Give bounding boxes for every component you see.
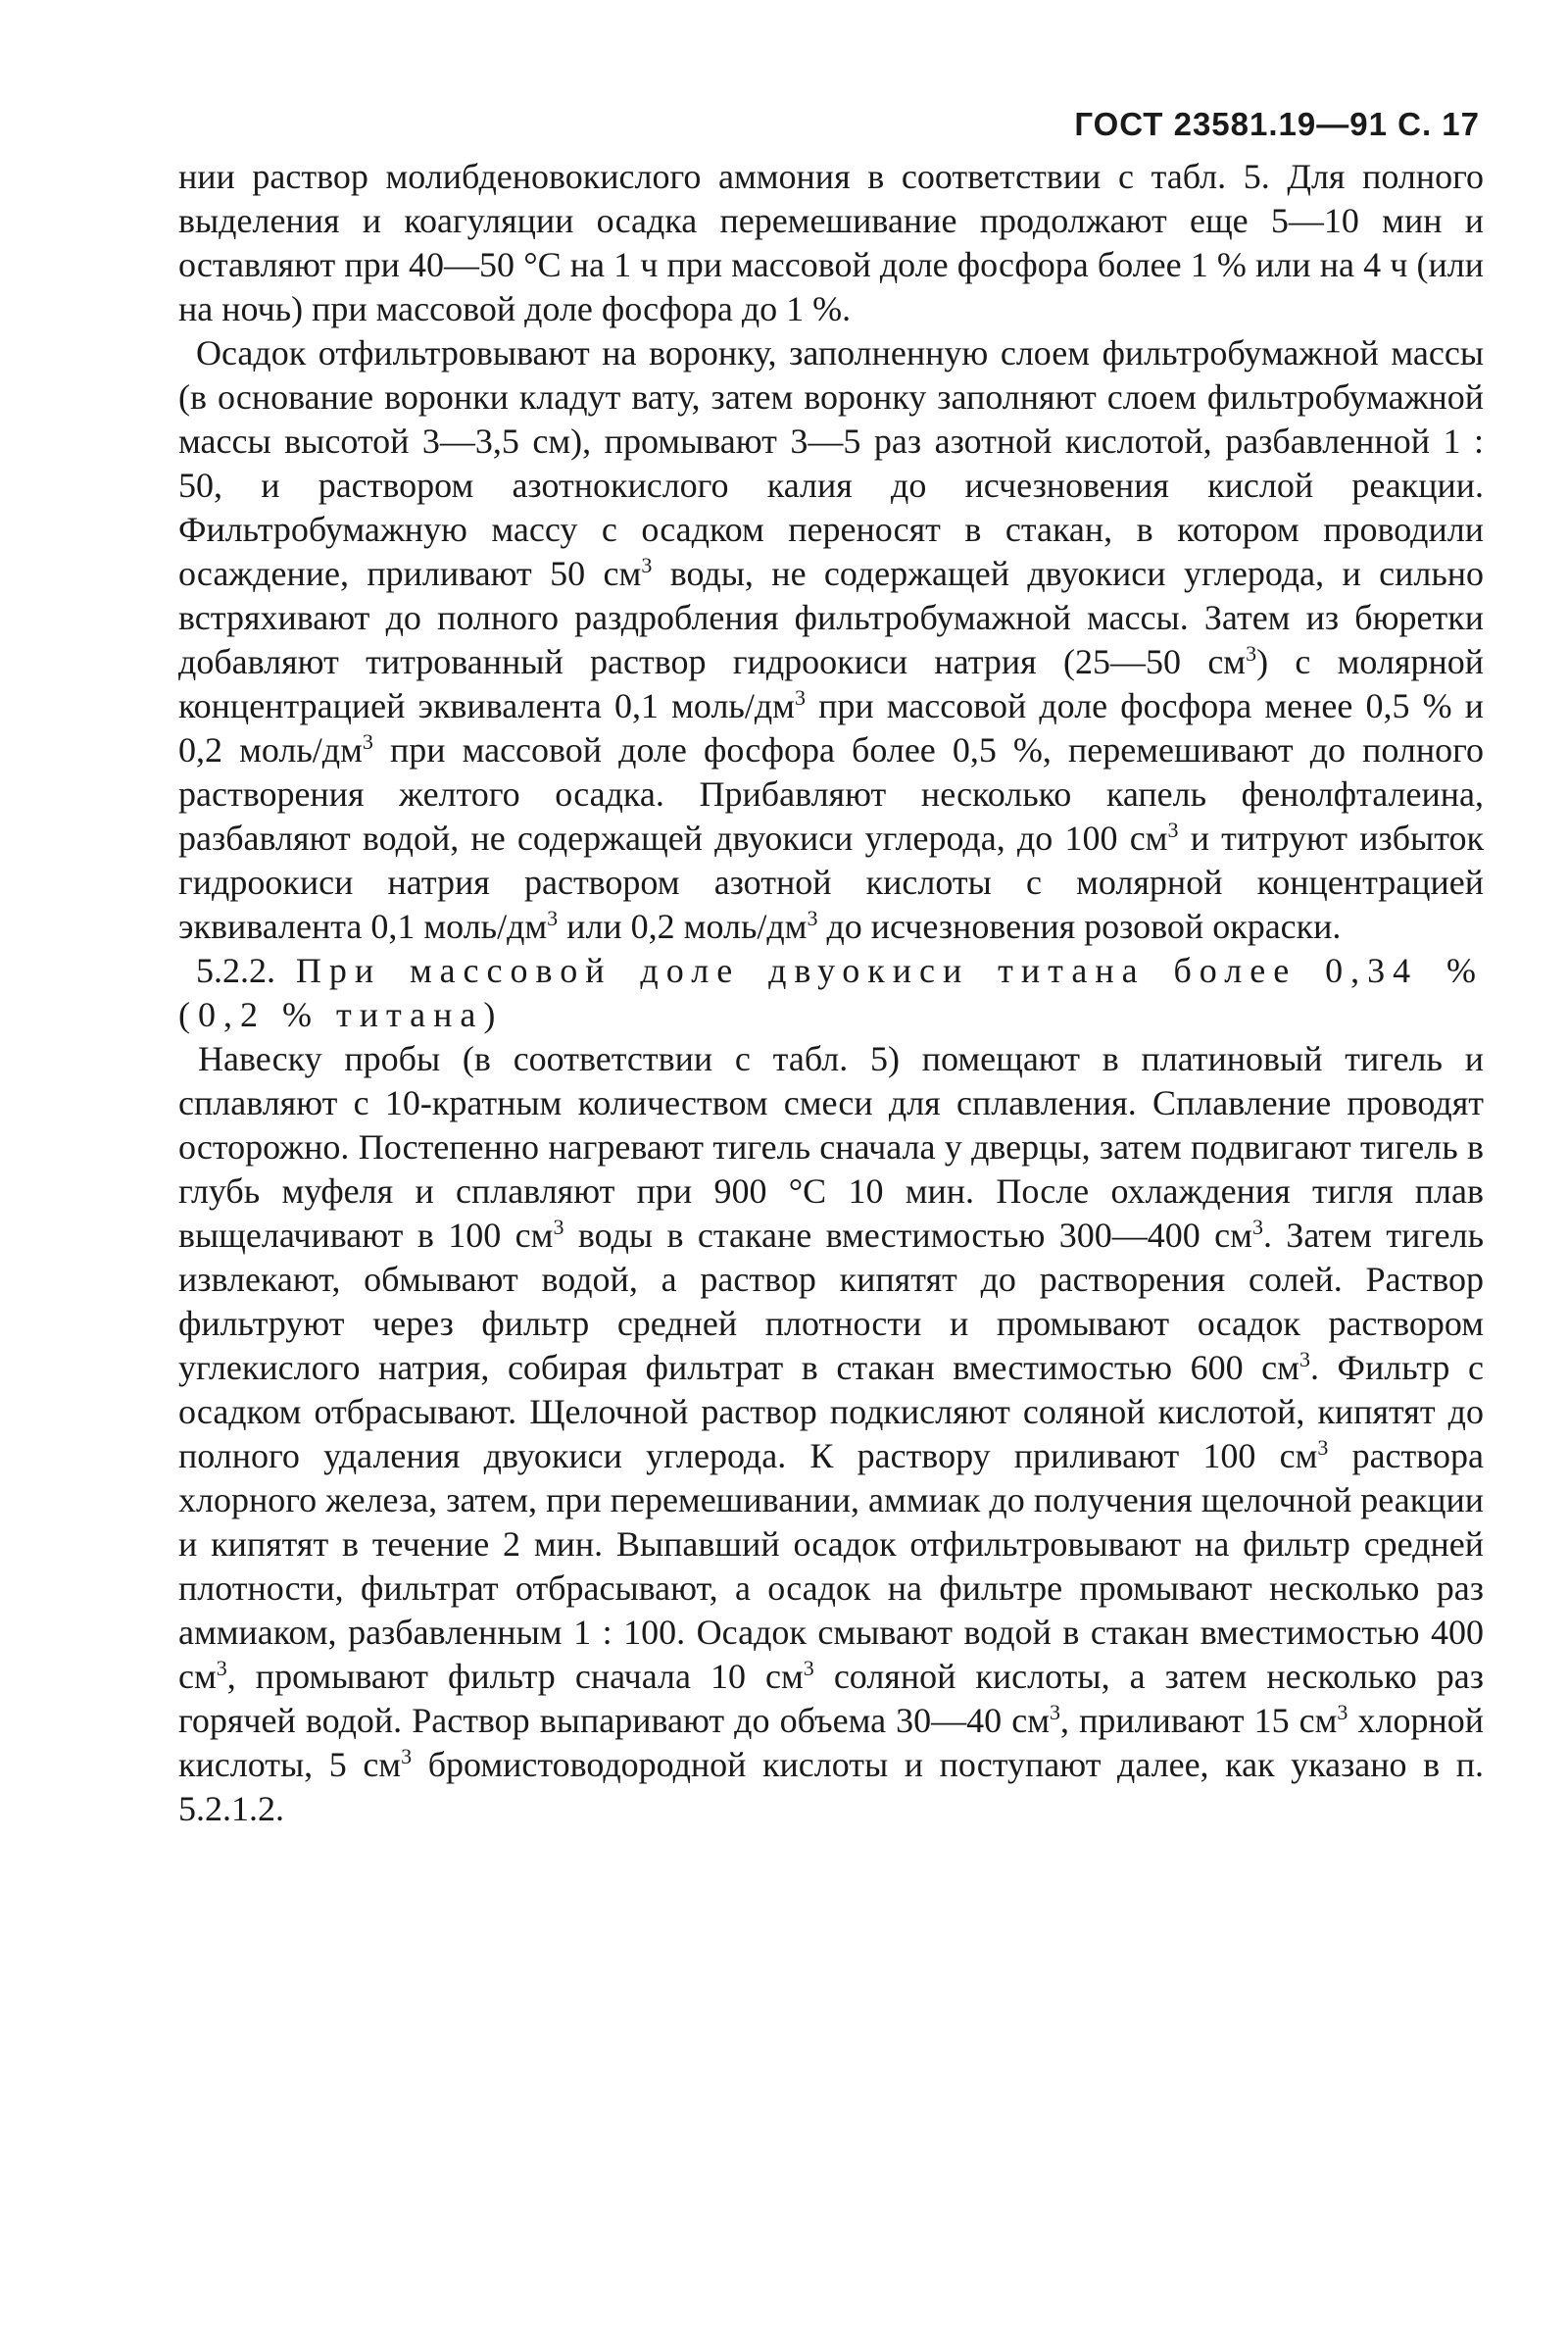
text-run: и титруют избыток гидроокиси натрия раствором азотной кислоты с молярной концентрацией эквивалента 0,1 моль/дм: [178, 819, 1484, 946]
text-run: . Фильтр с осадком отбрасывают. Щелочной раствор подкисляют соляной кислотой, кипятят до полного удаления двуокиси углерода. К раствору приливают 100 см: [178, 1348, 1485, 1475]
document-body: [178, 155, 1484, 1831]
text-run: или 0,2 моль/дм: [558, 907, 808, 946]
text-run: Осадок отфильтровывают на воронку, заполненную слоем фильтробумажной массы (в основание воронки кладут вату, затем воронку заполняют слоем фильтробумажной массы высотой 3—3,5 см), промывают 3—5 раз азотной кислотой, разбавленной 1 : 50, и раствором азотнокислого калия до исчезновения кислой реакции. Фильтробумажную массу с осадком переносят в стакан, в котором проводили осаждение, приливают 50 см: [178, 333, 1484, 593]
superscript: 3: [553, 1215, 564, 1239]
superscript: 3: [641, 553, 653, 577]
text-run: , промывают фильтр сначала 10 см: [226, 1657, 804, 1696]
text-run: до исчезновения розовой окраски.: [817, 907, 1342, 946]
text-run: при массовой доле фосфора менее 0,5 % и 0,2 моль/дм: [178, 686, 1484, 770]
text-run: при массовой доле фосфора более 0,5 %, перемешивают до полного растворения желтого осадка. Прибавляют несколько капель фенолфталеина, разбавляют водой, не содержащей двуокиси углерода, до 100 см: [178, 730, 1484, 858]
section-heading: [178, 949, 1484, 1037]
superscript: 3: [1251, 1215, 1263, 1239]
text-run: . Затем тигель извлекают, обмывают водой, а раствор кипятят до растворения солей. Раствор фильтруют через фильтр средней плотности и промывают осадок раствором углекислого натрия, собирая фильтрат в стакан вместимостью 600 см: [178, 1216, 1484, 1387]
text-run: хлорной кислоты, 5 см: [178, 1701, 1484, 1784]
section-number: 5.2.2.: [196, 951, 275, 990]
superscript: 3: [1246, 641, 1257, 666]
text-run: соляной кислоты, а затем несколько раз горячей водой. Раствор выпаривают до объема 30—40 см: [178, 1657, 1484, 1740]
text-run: раствора хлорного железа, затем, при перемешивании, аммиак до получения щелочной реакции и кипятят в течение 2 мин. Выпавший осадок отфильтровывают на фильтр средней плотности, фильтрат отбрасывают, а осадок на фильтре промывают несколько раз аммиаком, разбавленным 1 : 100. Осадок смывают водой в стакан вместимостью 400 см: [178, 1436, 1484, 1696]
superscript: 3: [362, 729, 373, 754]
paragraph-filtration: [178, 331, 1484, 949]
superscript: 3: [807, 906, 818, 930]
superscript: 3: [1298, 1347, 1310, 1371]
page-header: ГОСТ 23581.19—91 С. 17: [1074, 106, 1480, 142]
section-title: При массовой доле двуокиси титана более 0,34 % (0,2 % титана): [178, 951, 1484, 1034]
text-run: Навеску пробы (в соответствии с табл. 5) помещают в платиновый тигель и сплавляют с 10-кратным количеством смеси для сплавления. Сплавление проводят осторожно. Постепенно нагревают тигель сначала у дверцы, затем подвигают тигель в глубь муфеля и сплавляют при 900 °С 10 мин. После охлаждения тигля плав выщелачивают в 100 см: [178, 1039, 1484, 1255]
paragraph-continuation: нии раствор молибденовокислого аммония в соответствии с табл. 5. Для полного выделения и коагуляции осадка перемешивание продолжают еще 5—10 мин и оставляют при 40—50 °С на 1 ч при массовой доле фосфора более 1 % или на 4 ч (или на ночь) при массовой доле фосфора до 1 %.: [178, 157, 1484, 328]
superscript: 3: [1167, 818, 1179, 842]
superscript: 3: [401, 1744, 413, 1768]
superscript: 3: [216, 1656, 227, 1680]
superscript: 3: [1337, 1700, 1348, 1724]
superscript: 3: [794, 685, 806, 710]
superscript: 3: [803, 1656, 814, 1680]
superscript: 3: [547, 906, 559, 930]
paragraph-fusion: [178, 1037, 1484, 1831]
text-run: воды, не содержащей двуокиси углерода, и сильно встряхивают до полного раздробления фильтробумажной массы. Затем из бюретки добавляют титрованный раствор гидроокиси натрия (25—50 см: [178, 554, 1485, 681]
superscript: 3: [1050, 1700, 1061, 1724]
text-run: , приливают 15 см: [1060, 1701, 1338, 1740]
text-run: бромистоводородной кислоты и поступают далее, как указано в п. 5.2.1.2.: [178, 1745, 1484, 1828]
text-run: ) с молярной концентрацией эквивалента 0,1 моль/дм: [178, 642, 1485, 725]
text-run: воды в стакане вместимостью 300—400 см: [564, 1216, 1252, 1255]
superscript: 3: [1317, 1435, 1329, 1460]
